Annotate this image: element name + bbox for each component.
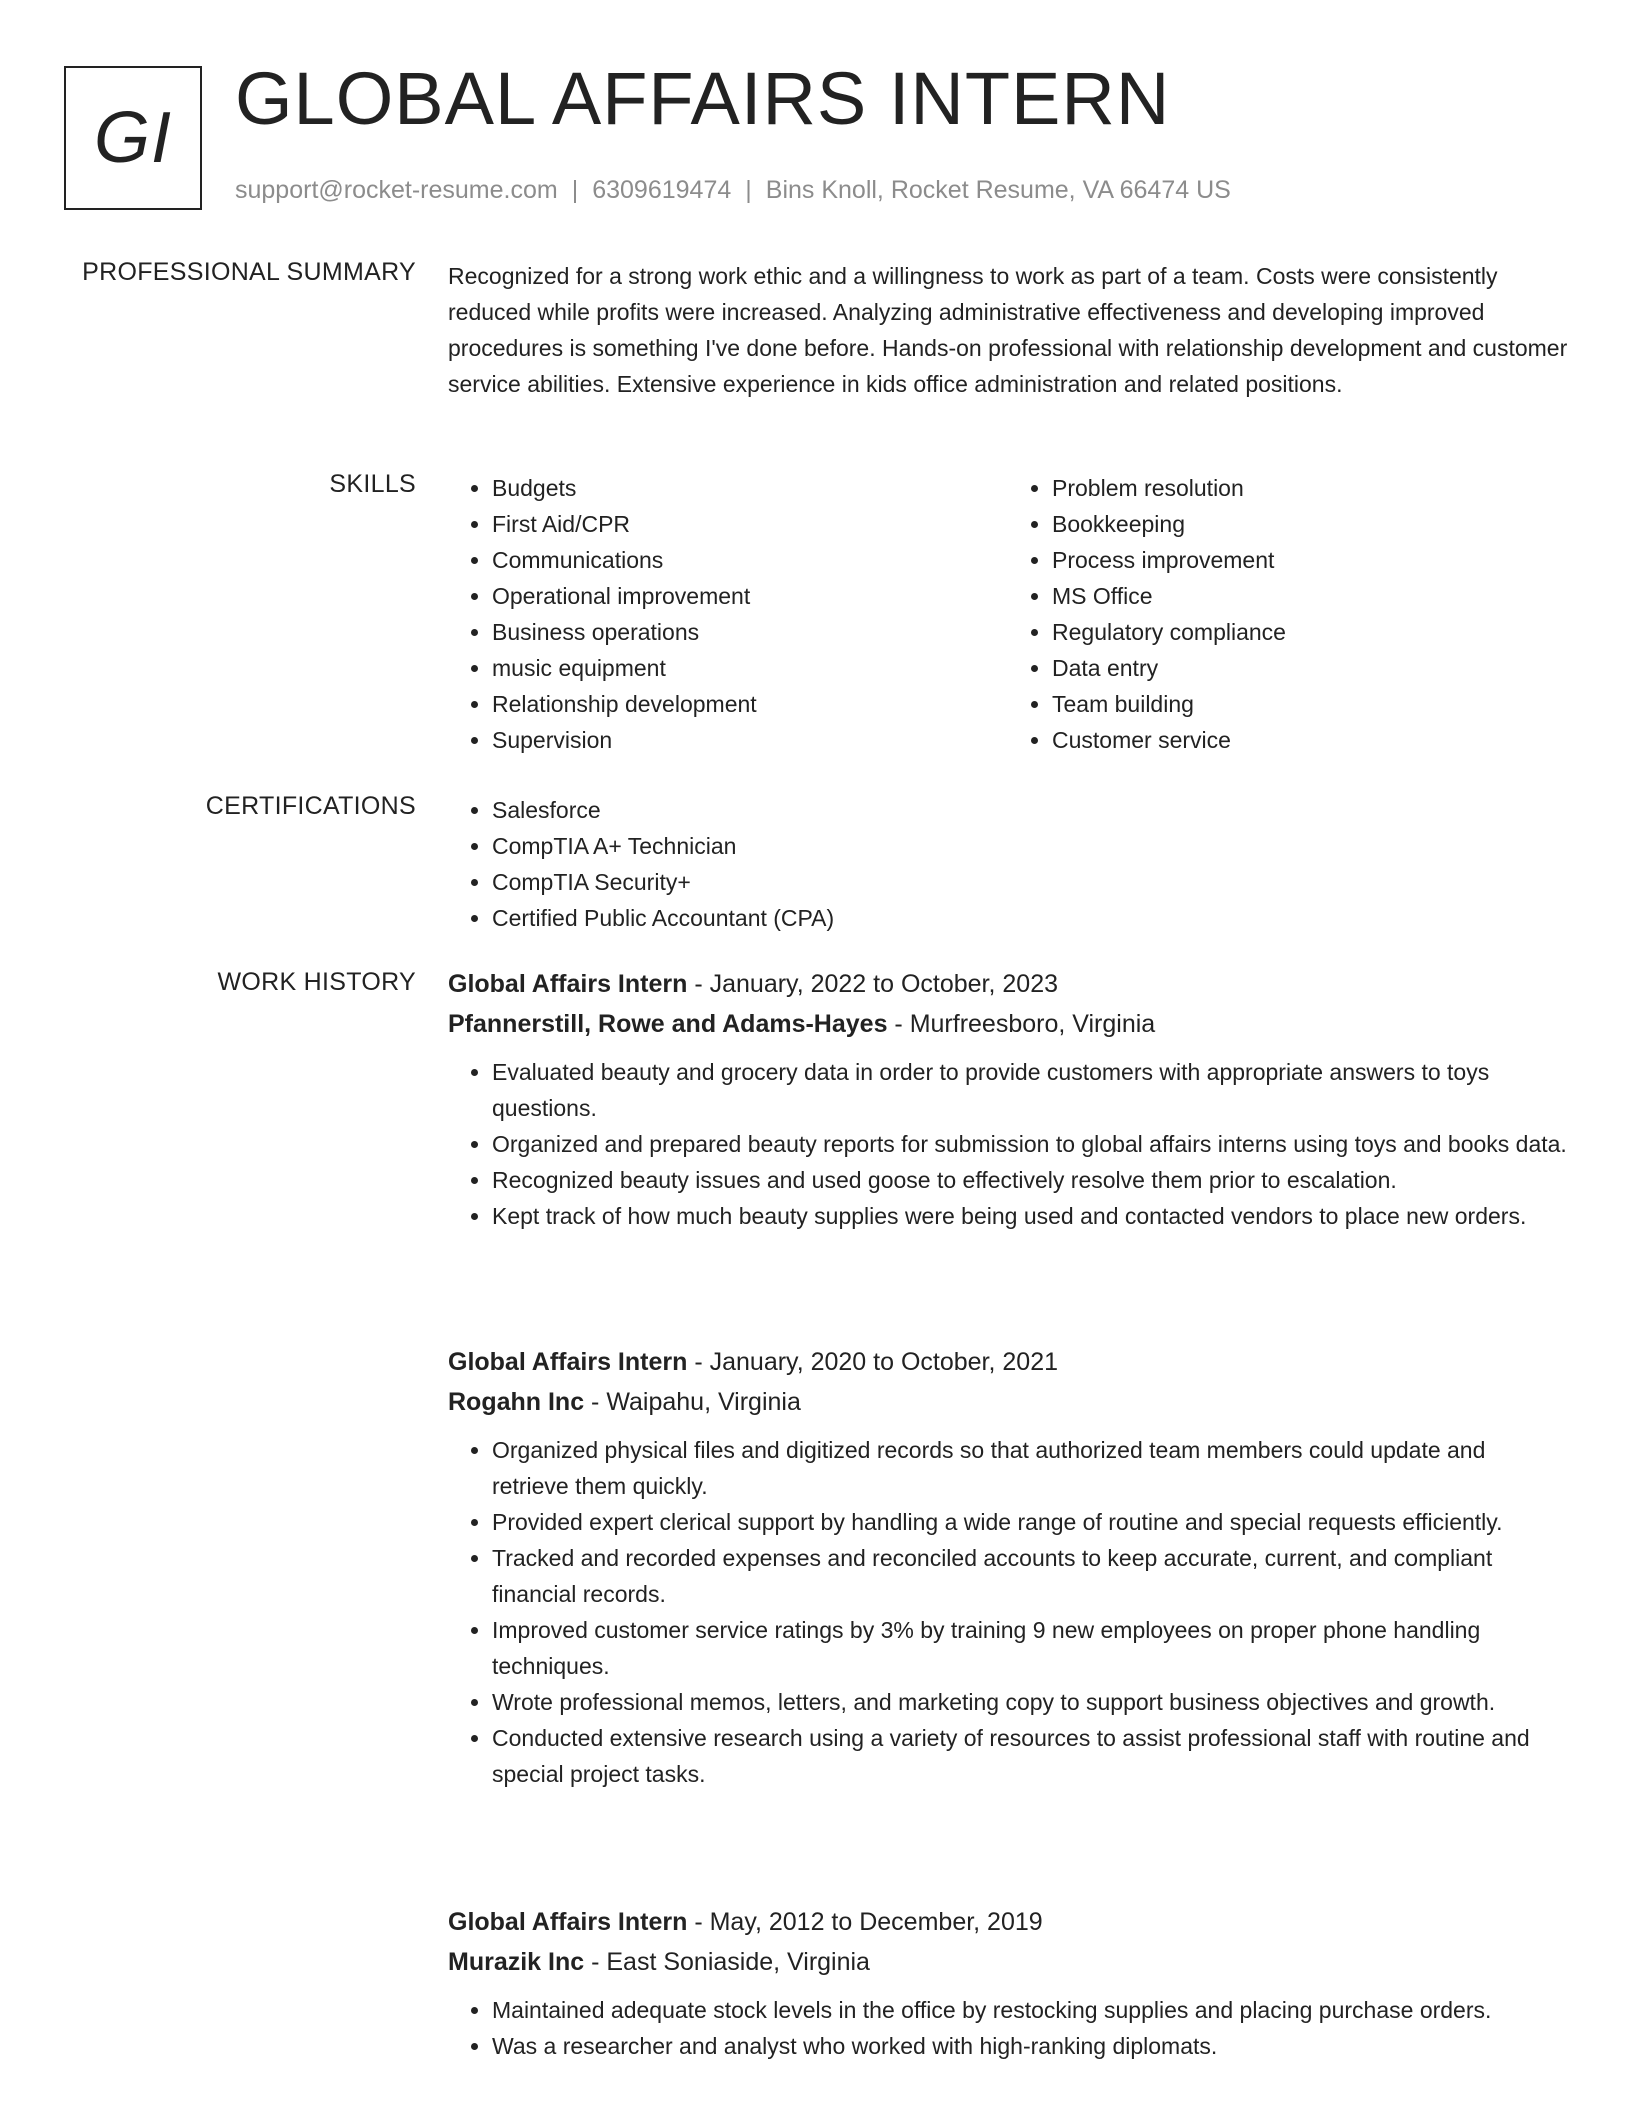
job-title-line <box>448 1342 1568 1382</box>
certification-item: • CompTIA Security+ <box>492 864 1568 900</box>
job-entry <box>448 1902 1568 2064</box>
job-bullet: • Tracked and recorded expenses and reconciled accounts to keep accurate, current, and compliant financial records. <box>492 1540 1568 1612</box>
skill-item: • First Aid/CPR <box>492 506 1008 542</box>
certifications-heading: CERTIFICATIONS <box>205 792 416 820</box>
job-bullet: • Organized physical files and digitized records so that authorized team members could update and retrieve them quickly. <box>492 1432 1568 1504</box>
job-dates: - May, 2012 to December, 2019 <box>687 1908 1043 1936</box>
job-entry <box>448 964 1568 1234</box>
skill-item: • Data entry <box>1052 650 1568 686</box>
job-bullet: • Improved customer service ratings by 3% by training 9 new employees on proper phone handling techniques. <box>492 1612 1568 1684</box>
job-title: Global Affairs Intern <box>448 1348 688 1376</box>
skills-list-left <box>448 470 1008 758</box>
skill-item: • Relationship development <box>492 686 1008 722</box>
job-location: - East Soniaside, Virginia <box>584 1948 870 1976</box>
job-title-line <box>448 964 1568 1004</box>
skill-item: • Problem resolution <box>1052 470 1568 506</box>
skill-item: • Communications <box>492 542 1008 578</box>
job-bullet: • Kept track of how much beauty supplies were being used and contacted vendors to place new orders. <box>492 1198 1568 1234</box>
job-company: Rogahn Inc <box>448 1388 585 1416</box>
skill-item: • Customer service <box>1052 722 1568 758</box>
skill-item: • Budgets <box>492 470 1008 506</box>
work-history-heading: WORK HISTORY <box>217 968 416 996</box>
job-dates: - January, 2020 to October, 2021 <box>687 1348 1058 1376</box>
job-title-line <box>448 1902 1568 1942</box>
job-bullet-list <box>448 1992 1568 2064</box>
skills-columns <box>448 470 1568 758</box>
contact-email: support@rocket-resume.com <box>235 176 558 204</box>
skills-list-right <box>1008 470 1568 758</box>
job-bullet-list <box>448 1054 1568 1234</box>
job-company-line <box>448 1004 1568 1044</box>
contact-address: Bins Knoll, Rocket Resume, VA 66474 US <box>765 176 1231 204</box>
job-company: Murazik Inc <box>448 1948 585 1976</box>
job-bullet: • Provided expert clerical support by handling a wide range of routine and special requests efficiently. <box>492 1504 1568 1540</box>
certification-item: • Certified Public Accountant (CPA) <box>492 900 1568 936</box>
job-company-line <box>448 1942 1568 1982</box>
certification-item: • CompTIA A+ Technician <box>492 828 1568 864</box>
skill-item: • MS Office <box>1052 578 1568 614</box>
job-dates: - January, 2022 to October, 2023 <box>687 970 1058 998</box>
monogram-badge: GI <box>64 66 202 210</box>
skills-heading: SKILLS <box>329 470 416 498</box>
certifications-list <box>448 792 1568 936</box>
job-company-line <box>448 1382 1568 1422</box>
summary-text: Recognized for a strong work ethic and a willingness to work as part of a team. Costs were consistently reduced while profits were increased. Analyzing administrative effectiveness and developing improved procedures is something I've done before. Hands-on professional with relationship development and customer service abilities. Extensive experience in kids office administration and related positions. <box>448 263 1568 397</box>
certifications-body <box>448 792 1568 936</box>
job-bullet: • Organized and prepared beauty reports for submission to global affairs interns using toys and books data. <box>492 1126 1568 1162</box>
candidate-name: GLOBAL AFFAIRS INTERN <box>235 57 1171 140</box>
skill-item: • Process improvement <box>1052 542 1568 578</box>
job-bullet: • Maintained adequate stock levels in the office by restocking supplies and placing purchase orders. <box>492 1992 1568 2028</box>
skill-item: • music equipment <box>492 650 1008 686</box>
summary-heading: PROFESSIONAL SUMMARY <box>82 258 416 286</box>
contact-line <box>235 176 1231 205</box>
job-bullet: • Evaluated beauty and grocery data in order to provide customers with appropriate answers to toys questions. <box>492 1054 1568 1126</box>
job-company: Pfannerstill, Rowe and Adams-Hayes <box>448 1010 888 1038</box>
job-bullet: • Was a researcher and analyst who worked with high-ranking diplomats. <box>492 2028 1568 2064</box>
job-title: Global Affairs Intern <box>448 1908 688 1936</box>
job-bullet: • Conducted extensive research using a variety of resources to assist professional staff with routine and special project tasks. <box>492 1720 1568 1792</box>
job-title: Global Affairs Intern <box>448 970 688 998</box>
job-entry <box>448 1342 1568 1792</box>
contact-separator: | <box>571 176 579 204</box>
job-bullet-list <box>448 1432 1568 1792</box>
job-bullet: • Recognized beauty issues and used goose to effectively resolve them prior to escalation. <box>492 1162 1568 1198</box>
skill-item: • Regulatory compliance <box>1052 614 1568 650</box>
skill-item: • Team building <box>1052 686 1568 722</box>
skill-item: • Bookkeeping <box>1052 506 1568 542</box>
skill-item: • Business operations <box>492 614 1008 650</box>
job-bullet: • Wrote professional memos, letters, and marketing copy to support business objectives and growth. <box>492 1684 1568 1720</box>
skill-item: • Operational improvement <box>492 578 1008 614</box>
job-location: - Waipahu, Virginia <box>584 1388 801 1416</box>
contact-separator: | <box>745 176 752 204</box>
certification-item: • Salesforce <box>492 792 1568 828</box>
job-location: - Murfreesboro, Virginia <box>887 1010 1156 1038</box>
contact-phone: 6309619474 <box>592 176 732 204</box>
skill-item: • Supervision <box>492 722 1008 758</box>
